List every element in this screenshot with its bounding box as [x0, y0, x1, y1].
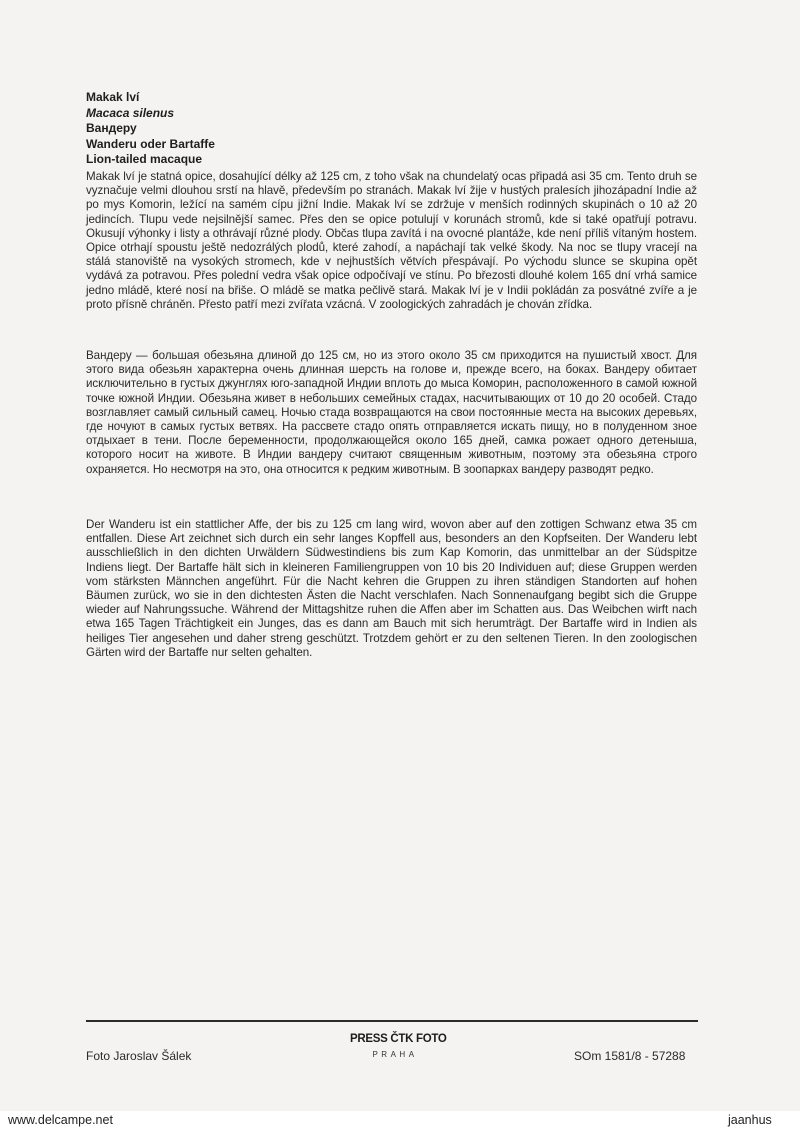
paragraph-czech: Makak lví je statná opice, dosahující délky až 125 cm, z toho však na chundelatý ocas připadá asi 35 cm. Tento druh se vyznačuje velmi dlouhou srstí na hlavě, především po stranách. Makak lví žije v hustých pralesích jihozápadní Indie až po mys Komorin, ležící na samém cípu jižní Indie. Makak lví se zdržuje v menších rodinných skupinách o 10 až 20 jedincích. Tlupu vede nejsilnější samec. Přes den se opice potulují v korunách stromů, kde si také opatřují potravu. Okusují výhonky i listy a othrávají různé plody. Občas tlupa zavítá i na ovocné plantáže, kde není příliš vítaným hostem. Opice otrhají spoustu ještě nedozrálých plodů, které zahodí, a napáchají tak velké škody. Na noc se tlupy vracejí na stálá stanoviště na vysokých stromech, kde v nejhustších větvích přespávají. Po východu slunce se skupina opět vydává za potravou. Přes polední vedra však opice odpočívají ve stínu. Po březosti dlouhé kolem 165 dní vrhá samice jedno mládě, které nosí na břiše. O mládě se matka pečlivě stará. Makak lví je v Indii pokládán za posvátné zvíře a je proto přísně chráněn. Přesto patří mezi zvířata vzácná. V zoologických zahradách je chován zřídka.	[86, 170, 697, 311]
paragraph-russian: Вандеру — большая обезьяна длиной до 125 см, но из этого около 35 см приходится на пушистый хвост. Для этого вида обезьян характерна очень длинная шерсть на голове и, прежде всего, на боках. Вандеру обитает исключительно в густых джунглях юго-западной Индии вплоть до мыса Коморин, расположенного в самой южной точке южной Индии. Обезьяна живет в небольших семейных стадах, насчитывающих от 10 до 20 особей. Стадо возглавляет самый сильный самец. Ночью стада возвращаются на свои постоянные места на высоких деревьях, где ночуют в самых густых ветвях. На рассвете стадо опять отправляется искать пищу, но в полуденном зное отдыхает в тени. После беременности, продолжающейся около 165 дней, самка рожает одного детеныша, которого носит на животе. В Индии вандеру считают священным животным, поэтому эта обезьяна строго охраняется. Но несмотря на это, она относится к редким животным. В зоопарках вандеру разводят редко.	[86, 349, 697, 476]
title-english: Lion-tailed macaque	[86, 152, 203, 166]
publisher-logo	[350, 1028, 447, 1062]
title-german: Wanderu oder Bartaffe	[86, 136, 215, 151]
catalog-code: SOm 1581/8 - 57288	[574, 1049, 686, 1063]
footer-divider	[86, 1020, 698, 1022]
watermark-seller: jaanhus	[728, 1113, 772, 1127]
title-czech: Makak lví	[86, 90, 140, 104]
publisher-city: PRAHA	[372, 1050, 418, 1059]
title-block	[86, 90, 215, 168]
publisher-logo-text: PRESS ČTK FOTO	[350, 1033, 447, 1045]
photo-credit: Foto Jaroslav Šálek	[86, 1049, 192, 1063]
title-russian: Вандеру	[86, 121, 137, 135]
watermark-site: www.delcampe.net	[8, 1113, 113, 1127]
watermark-bar	[0, 1111, 800, 1131]
title-latin: Macaca silenus	[86, 105, 175, 120]
paragraph-german: Der Wanderu ist ein stattlicher Affe, der bis zu 125 cm lang wird, wovon aber auf den zottigen Schwanz etwa 35 cm entfallen. Diese Art zeichnet sich durch ein sehr langes Kopffell aus, besonders an den Kopfseiten. Der Wanderu lebt ausschließlich in den dichten Urwäldern Südwestindiens bis zum Kap Komorin, das unmittelbar an der Südspitze Indiens liegt. Der Bartaffe hält sich in kleineren Familiengruppen von 10 bis 20 Individuen auf; diese Gruppen werden vom stärksten Männchen angeführt. Für die Nacht kehren die Gruppen zu ihren ständigen Standorten auf hohen Bäumen zurück, wo sie in den dichtesten Ästen die Nacht verschlafen. Nach Sonnenaufgang begibt sich die Gruppe wieder auf Nahrungssuche. Während der Mittagshitze ruhen die Affen aber im Schatten aus. Das Weibchen wirft nach etwa 165 Tagen Trächtigkeit ein Junges, das es dann am Bauch mit sich herumträgt. Der Bartaffe wird in Indien als heiliges Tier angesehen und daher streng geschützt. Trotzdem gehört er zu den seltenen Tieren. In den zoologischen Gärten wird der Bartaffe nur selten gehalten.	[86, 518, 697, 659]
